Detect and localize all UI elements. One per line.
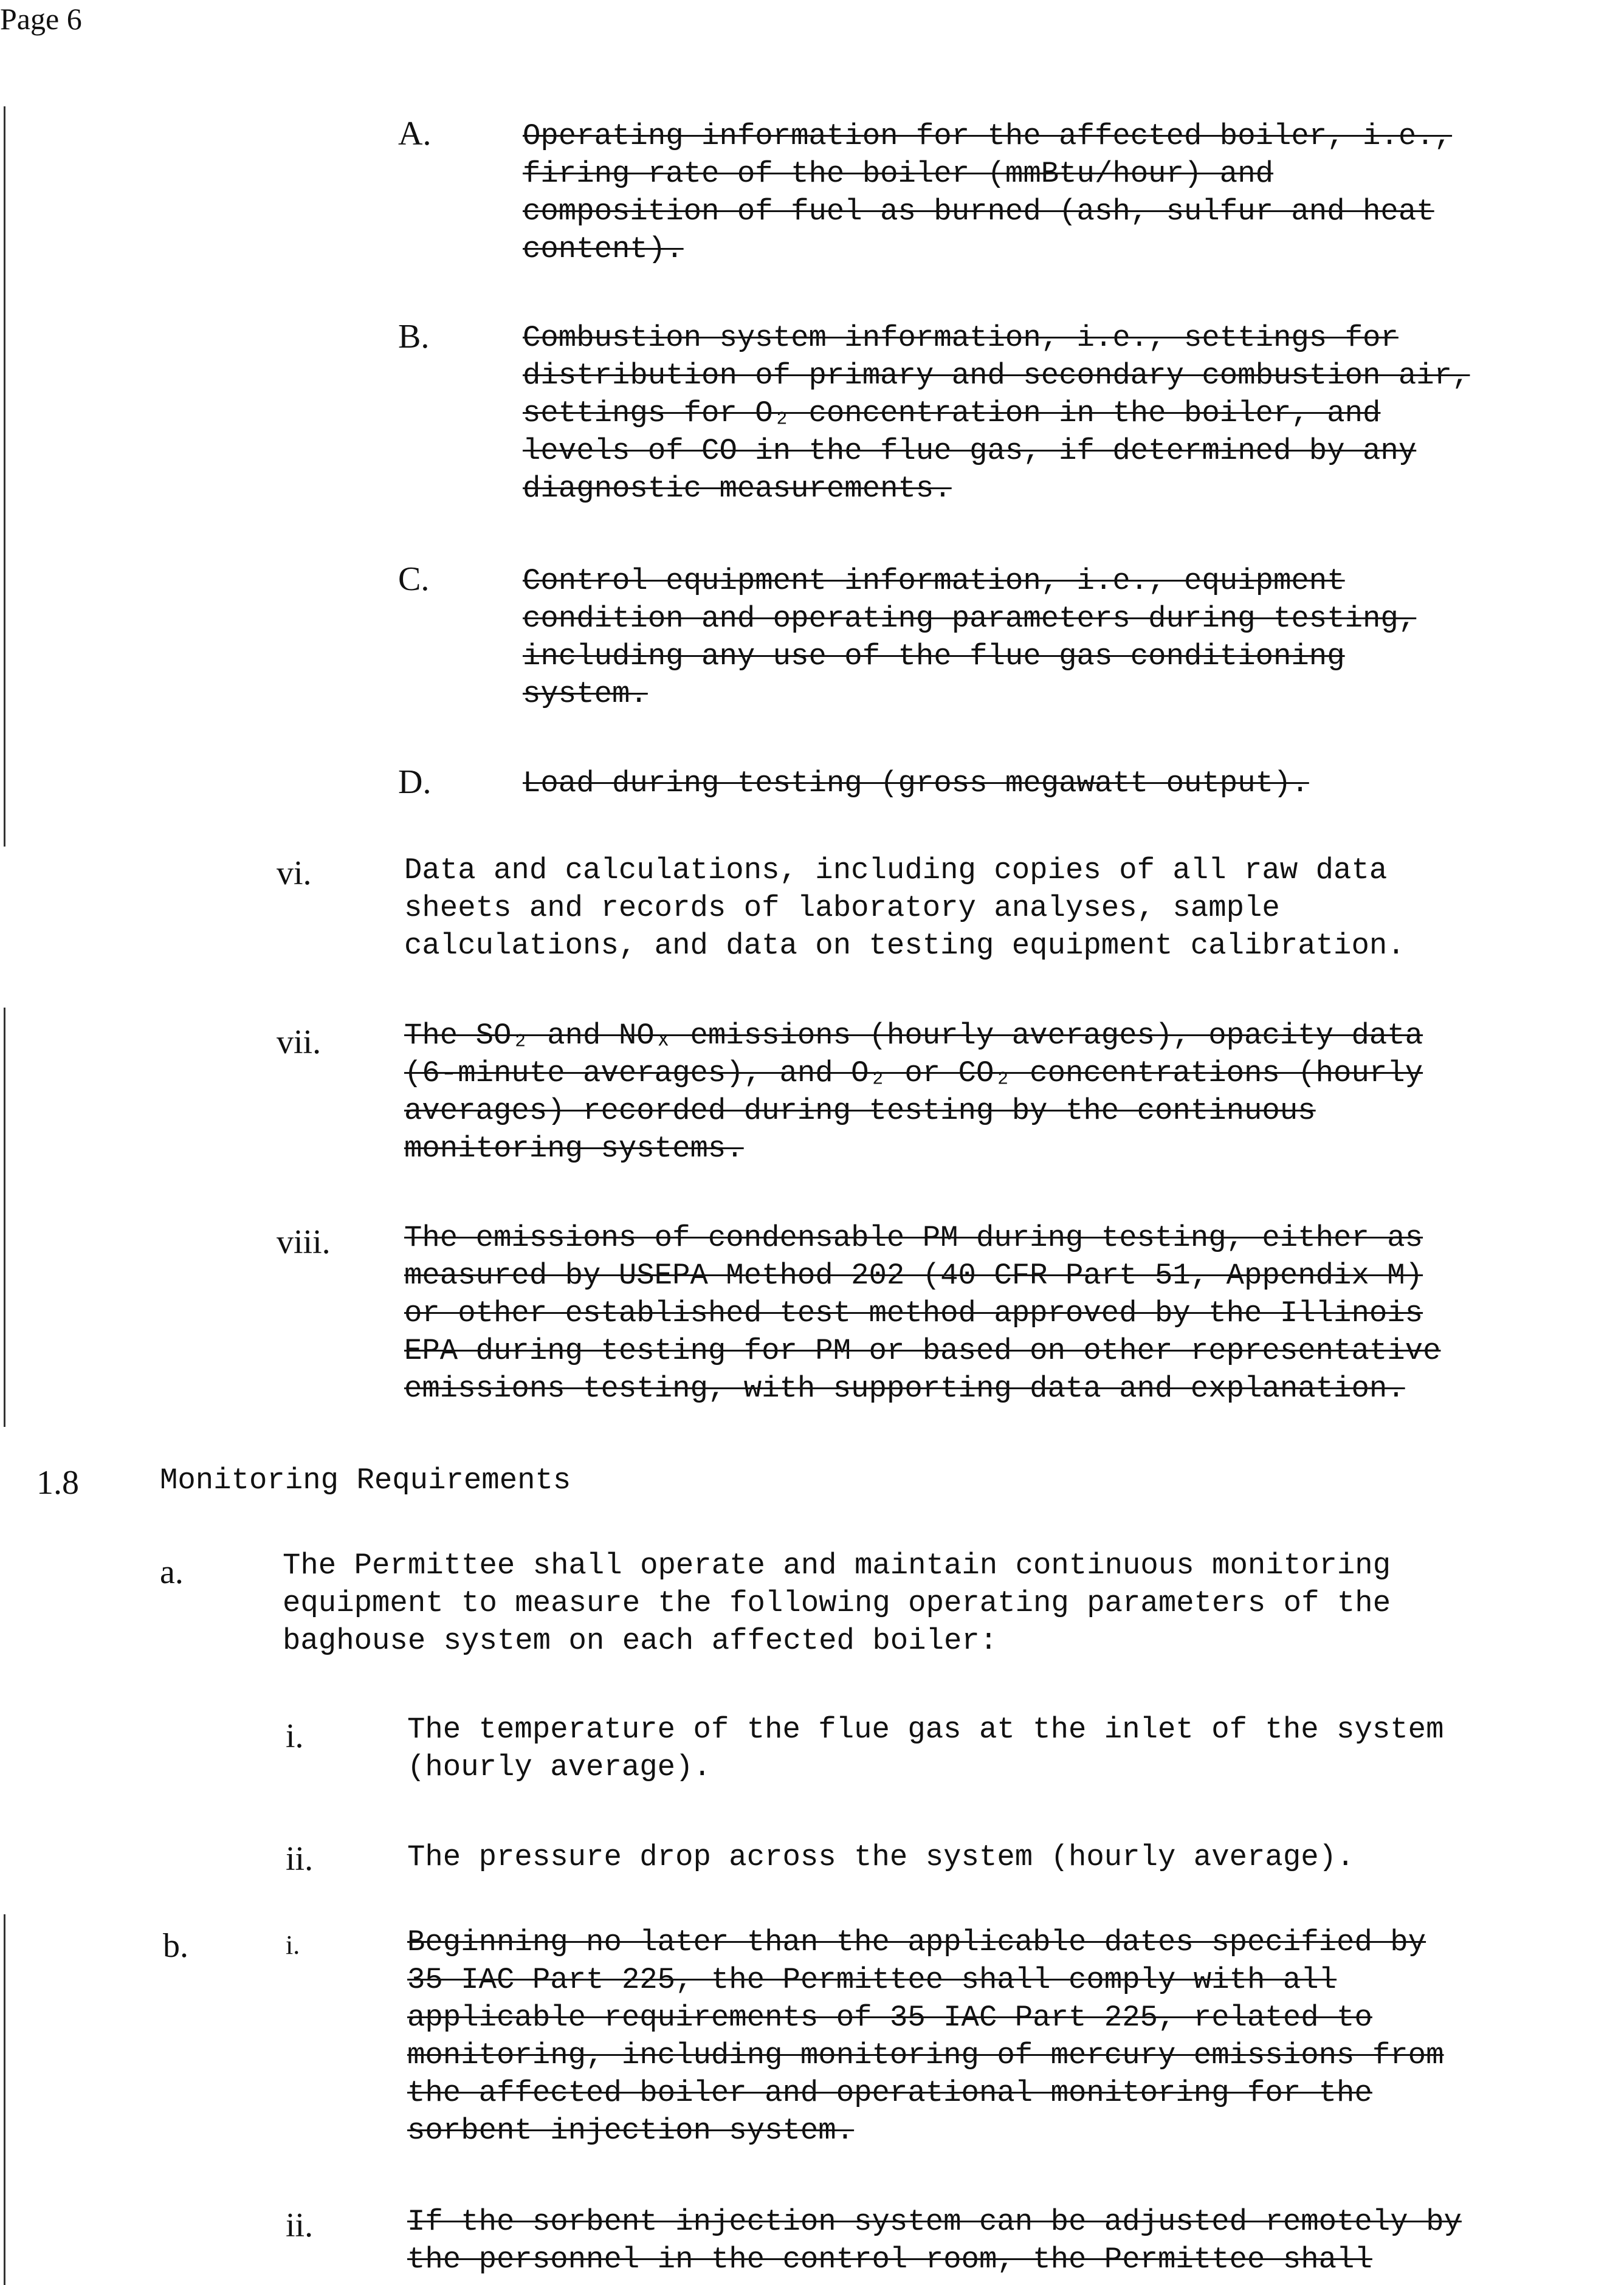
item-label: viii. (277, 1223, 331, 1261)
item-text-line: 35 IAC Part 225, the Permittee shall comply with all (407, 1963, 1337, 1997)
item-label: vii. (277, 1023, 322, 1061)
item-text-line: monitoring, including monitoring of mercury emissions from (407, 2038, 1444, 2072)
item-text-line: calculations, and data on testing equipment calibration. (404, 929, 1405, 963)
item-label: b. (163, 1927, 188, 1965)
item-label: ii. (286, 1840, 314, 1878)
item-text-line: The Permittee shall operate and maintain continuous monitoring (283, 1548, 1391, 1582)
item-text-line: The SO₂ and NOₓ emissions (hourly averages), opacity data (404, 1019, 1423, 1053)
item-text-line: averages) recorded during testing by the continuous (404, 1094, 1316, 1128)
item-text-line: The temperature of the flue gas at the inlet of the system (407, 1713, 1444, 1747)
item-text-line: composition of fuel as burned (ash, sulfur and heat (523, 194, 1434, 228)
section-number: 1.8 (36, 1464, 79, 1502)
item-text-line: levels of CO in the flue gas, if determined by any (523, 434, 1417, 468)
item-text-line: sheets and records of laboratory analyses, sample (404, 891, 1280, 925)
item-label: i. (286, 1717, 304, 1755)
item-text-line: system. (523, 677, 648, 711)
item-text-line: Control equipment information, i.e., equipment (523, 564, 1345, 598)
item-text-line: Operating information for the affected boiler, i.e., (523, 119, 1453, 153)
revision-bar (4, 1008, 5, 1427)
item-text-line: settings for O₂ concentration in the boiler, and (523, 396, 1381, 430)
item-text-line: emissions testing, with supporting data and explanation. (404, 1372, 1405, 1406)
item-text-line: sorbent injection system. (407, 2114, 855, 2148)
page-number: Page 6 (0, 2, 82, 36)
item-text-line: Beginning no later than the applicable dates specified by (407, 1925, 1426, 1959)
revision-bar (4, 1914, 5, 2285)
item-text-line: Load during testing (gross megawatt output). (523, 766, 1309, 800)
item-text-line: measured by USEPA Method 202 (40 CFR Part 51, Appendix M) (404, 1259, 1423, 1293)
item-label: A. (398, 115, 432, 153)
item-text-line: Combustion system information, i.e., settings for (523, 321, 1399, 355)
item-text-line: the affected boiler and operational monitoring for the (407, 2076, 1372, 2110)
item-label: C. (398, 560, 430, 598)
item-text-line: including any use of the flue gas conditioning (523, 639, 1345, 673)
item-label: a. (160, 1553, 184, 1591)
item-text-line: or other established test method approved by the Illinois (404, 1296, 1423, 1330)
item-label: vi. (277, 854, 312, 892)
item-text-line: content). (523, 232, 684, 266)
item-text-line: baghouse system on each affected boiler: (283, 1624, 998, 1658)
item-label: D. (398, 763, 432, 801)
item-label: ii. (286, 2207, 314, 2244)
item-label: B. (398, 318, 430, 356)
item-text-line: If the sorbent injection system can be adjusted remotely by (407, 2205, 1462, 2239)
item-text-line: the personnel in the control room, the Permittee shall (407, 2242, 1372, 2276)
item-label: i. (286, 1930, 300, 1960)
item-text-line: distribution of primary and secondary combustion air, (523, 359, 1470, 393)
item-text-line: (hourly average). (407, 1750, 711, 1784)
item-text-line: condition and operating parameters during testing, (523, 602, 1417, 636)
section-title: Monitoring Requirements (160, 1463, 571, 1497)
item-text-line: applicable requirements of 35 IAC Part 225, related to (407, 2001, 1372, 2035)
item-text-line: EPA during testing for PM or based on other representative (404, 1334, 1441, 1368)
revision-bar (4, 106, 5, 847)
item-text-line: firing rate of the boiler (mmBtu/hour) and (523, 157, 1274, 191)
item-text-line: equipment to measure the following operating parameters of the (283, 1586, 1391, 1620)
item-text-line: monitoring systems. (404, 1132, 744, 1166)
item-text-line: diagnostic measurements. (523, 472, 952, 506)
item-text-line: (6-minute averages), and O₂ or CO₂ concentrations (hourly (404, 1056, 1423, 1090)
item-text-line: The emissions of condensable PM during testing, either as (404, 1221, 1423, 1255)
item-text-line: The pressure drop across the system (hourly average). (407, 1840, 1355, 1874)
item-text-line: Data and calculations, including copies of all raw data (404, 853, 1388, 887)
